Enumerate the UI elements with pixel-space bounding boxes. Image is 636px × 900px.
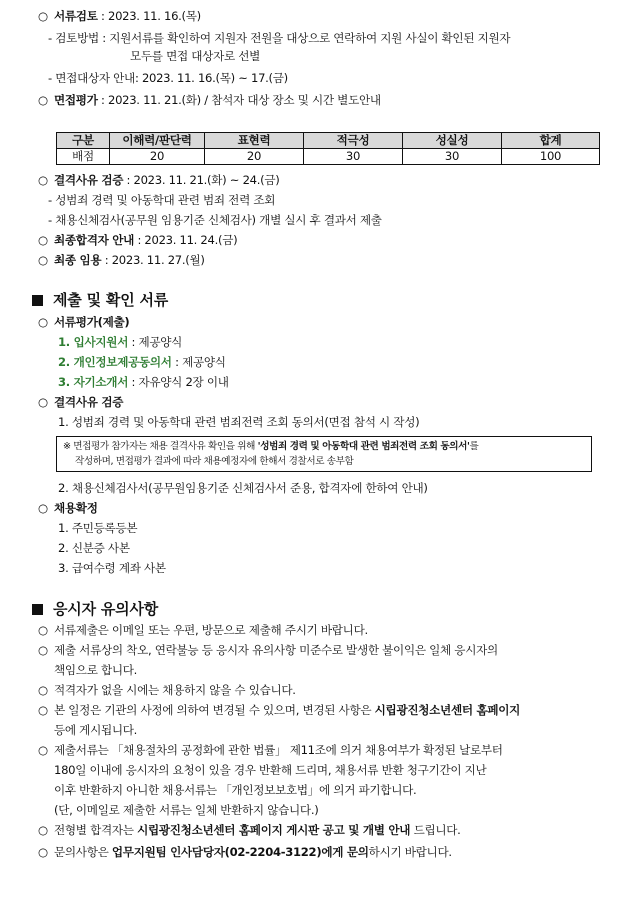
doc-eval-item — [58, 334, 182, 350]
score-table-header — [57, 133, 600, 149]
score-cell: 배점 — [57, 149, 110, 165]
note-text: 하시기 바랍니다. — [368, 845, 452, 859]
doc-review-label: 서류검토 — [54, 9, 98, 23]
note-text-cont: 이후 반환하지 아니한 채용서류는 「개인정보보호법」에 의거 파기합니다. — [54, 783, 417, 797]
confirm-item: 3. 급여수령 계좌 사본 — [58, 561, 166, 575]
bullet-circle-icon: ○ — [38, 9, 48, 23]
review-method-text-2: 모두를 면접 대상자로 선별 — [130, 49, 261, 63]
doc-eval-item-name: 3. 자기소개서 — [58, 375, 129, 389]
note-text: 제출서류는 「채용절차의 공정화에 관한 법률」 제11조에 의거 채용여부가 확정된 날로부터 — [54, 743, 503, 757]
score-cell: 20 — [110, 149, 205, 165]
doc-eval-item-desc: : 제공양식 — [171, 355, 226, 369]
doc-review-date: : 2023. 11. 16.(목) — [101, 9, 201, 23]
confirm-item: 1. 주민등록등본 — [58, 521, 138, 535]
interview-line — [38, 92, 381, 108]
note-item — [38, 622, 368, 638]
section-square-icon — [32, 604, 43, 615]
check-label: 결격사유 검증 — [54, 395, 124, 409]
doc-eval-item — [58, 374, 229, 390]
section-notes-title-text: 응시자 유의사항 — [53, 600, 159, 618]
note-text: 서류제출은 이메일 또는 우편, 방문으로 제출해 주시기 바랍니다. — [54, 623, 368, 637]
confirm-line — [38, 500, 98, 516]
interview-label: 면접평가 — [54, 93, 98, 107]
confirm-item: 2. 신분증 사본 — [58, 541, 130, 555]
note-text: 드립니다. — [410, 823, 461, 837]
note-text: 제출 서류상의 착오, 연락불능 등 응시자 유의사항 미준수로 발생한 불이익은 일체 응시자의 — [54, 643, 498, 657]
bullet-circle-icon: ○ — [38, 233, 48, 247]
doc-eval-line — [38, 314, 129, 330]
check-note-box — [56, 436, 592, 472]
note-bold: 시립광진청소년센터 홈페이지 — [374, 703, 521, 717]
bullet-circle-icon: ○ — [38, 643, 48, 657]
note-suffix: 를 — [469, 441, 479, 452]
score-cell: 30 — [304, 149, 403, 165]
section-square-icon — [32, 295, 43, 306]
disqualify-check-label: 결격사유 검증 — [54, 173, 124, 187]
score-cell: 30 — [403, 149, 502, 165]
bullet-circle-icon: ○ — [38, 173, 48, 187]
check-note-line-2: 작성하며, 면접평가 결과에 따라 채용예정자에 한해서 경찰서로 송부함 — [75, 456, 354, 467]
bullet-circle-icon: ○ — [38, 703, 48, 717]
bullet-circle-icon: ○ — [38, 395, 48, 409]
bullet-circle-icon: ○ — [38, 315, 48, 329]
check-line — [38, 394, 123, 410]
score-cell: 100 — [502, 149, 600, 165]
note-text: 문의사항은 — [54, 845, 112, 859]
section-notes-title — [32, 600, 158, 618]
doc-review-line — [38, 8, 201, 24]
note-text-cont: 책임으로 합니다. — [54, 663, 138, 677]
note-text: 적격자가 없을 시에는 채용하지 않을 수 있습니다. — [54, 683, 296, 697]
score-header-cell: 적극성 — [304, 133, 403, 149]
doc-eval-item — [58, 354, 226, 370]
score-table — [56, 132, 600, 165]
disqualify-check-line — [38, 172, 279, 188]
note-item — [38, 642, 498, 658]
note-bold: 업무지원팀 인사담당자(02-2204-3122)에게 문의 — [111, 845, 369, 859]
check-note-line-1 — [63, 439, 585, 454]
score-header-cell: 합계 — [502, 133, 600, 149]
confirm-label: 채용확정 — [54, 501, 98, 515]
check-item-1: 1. 성범죄 경력 및 아동학대 관련 범죄전력 조회 동의서(면접 참석 시 작성) — [58, 415, 420, 429]
note-text-cont: 180일 이내에 응시자의 요청이 있을 경우 반환해 드리며, 채용서류 반환 청구기간이 지난 — [54, 763, 487, 777]
bullet-circle-icon: ○ — [38, 743, 48, 757]
bullet-circle-icon: ○ — [38, 623, 48, 637]
score-header-cell: 표현력 — [205, 133, 304, 149]
disqualify-check-date: : 2023. 11. 21.(화) ~ 24.(금) — [126, 173, 280, 187]
review-method-label: - 검토방법 : — [48, 31, 110, 45]
note-item — [38, 844, 452, 860]
section-docs-title-text: 제출 및 확인 서류 — [53, 291, 169, 309]
bullet-circle-icon: ○ — [38, 501, 48, 515]
note-item — [38, 742, 503, 758]
disqualify-item-1: - 성범죄 경력 및 아동학대 관련 범죄 전력 조회 — [48, 193, 276, 207]
note-item — [38, 682, 296, 698]
interview-text: : 2023. 11. 21.(화) / 참석자 대상 장소 및 시간 별도안내 — [101, 93, 381, 107]
note-text-cont: (단, 이메일로 제출한 서류는 일체 반환하지 않습니다.) — [54, 803, 319, 817]
final-notice-label: 최종합격자 안내 — [54, 233, 135, 247]
score-header-cell: 이해력/판단력 — [110, 133, 205, 149]
note-item — [38, 822, 461, 838]
score-header-cell: 구분 — [57, 133, 110, 149]
note-bold: 시립광진청소년센터 홈페이지 게시판 공고 및 개별 안내 — [137, 823, 411, 837]
score-header-cell: 성실성 — [403, 133, 502, 149]
note-prefix: ※ 면접평가 참가자는 채용 결격사유 확인을 위해 — [63, 441, 258, 452]
final-hire-line — [38, 252, 205, 268]
bullet-circle-icon: ○ — [38, 253, 48, 267]
final-notice-date: : 2023. 11. 24.(금) — [137, 233, 238, 247]
check-item-2: 2. 채용신체검사서(공무원임용기준 신체검사서 준용, 합격자에 한하여 안내) — [58, 481, 428, 495]
final-hire-date: : 2023. 11. 27.(월) — [104, 253, 205, 267]
interviewee-notice: - 면접대상자 안내: 2023. 11. 16.(목) ~ 17.(금) — [48, 71, 288, 85]
doc-eval-label: 서류평가(제출) — [54, 315, 130, 329]
note-item — [38, 702, 520, 718]
review-method-line — [48, 30, 510, 46]
bullet-circle-icon: ○ — [38, 845, 48, 859]
score-cell: 20 — [205, 149, 304, 165]
note-text-cont: 등에 게시됩니다. — [54, 723, 138, 737]
doc-eval-item-desc: : 제공양식 — [128, 335, 183, 349]
note-text: 본 일정은 기관의 사정에 의하여 변경될 수 있으며, 변경된 사항은 — [54, 703, 375, 717]
review-method-text-1: 지원서류를 확인하여 지원자 전원을 대상으로 연락하여 지원 사실이 확인된 지원자 — [109, 31, 511, 45]
disqualify-item-2: - 채용신체검사(공무원 임용기준 신체검사) 개별 실시 후 결과서 제출 — [48, 213, 382, 227]
note-text: 전형별 합격자는 — [54, 823, 138, 837]
doc-eval-item-desc: : 자유양식 2장 이내 — [128, 375, 229, 389]
doc-eval-item-name: 1. 입사지원서 — [58, 335, 129, 349]
note-bold: '성범죄 경력 및 아동학대 관련 범죄전력 조회 동의서' — [257, 441, 470, 452]
bullet-circle-icon: ○ — [38, 683, 48, 697]
bullet-circle-icon: ○ — [38, 823, 48, 837]
doc-eval-item-name: 2. 개인정보제공동의서 — [58, 355, 172, 369]
score-table-row — [57, 149, 600, 165]
bullet-circle-icon: ○ — [38, 93, 48, 107]
final-hire-label: 최종 임용 — [54, 253, 102, 267]
section-docs-title — [32, 291, 168, 309]
final-notice-line — [38, 232, 237, 248]
